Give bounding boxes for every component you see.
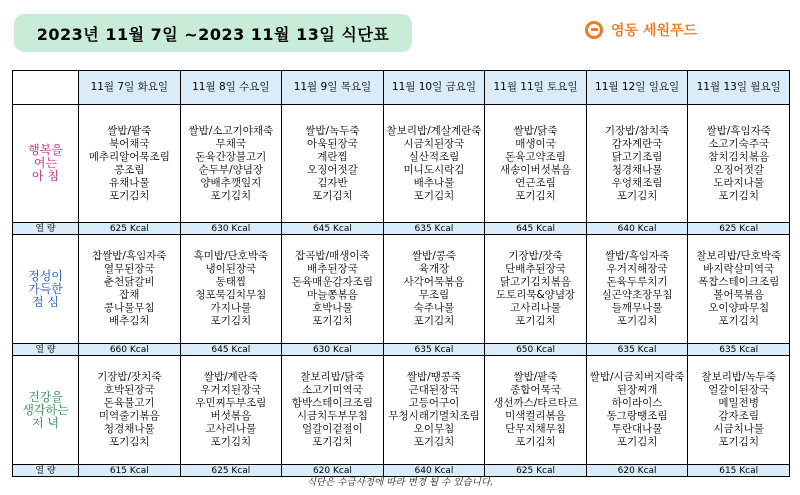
- day-header: 11월 13일 월요일: [688, 71, 790, 105]
- menu-item: 새송이버섯볶음: [500, 163, 572, 176]
- menu-cell: [383, 105, 485, 223]
- menu-item: 참치김치볶음: [708, 150, 770, 163]
- kcal-label: 열 량: [13, 223, 79, 235]
- menu-item: 청경채나물: [103, 423, 155, 435]
- menu-item: 콩나물무침: [103, 302, 155, 314]
- menu-cell: [282, 356, 384, 465]
- kcal-value: 620 Kcal: [282, 465, 384, 477]
- menu-item: 포기김치: [718, 436, 759, 448]
- menu-item: 춘천닭갈비: [103, 276, 155, 288]
- menu-item: 투란대나물: [611, 423, 663, 435]
- lunch-row: [13, 235, 790, 344]
- menu-item: 오이무침: [413, 423, 455, 435]
- menu-item: 쌀밥/팥죽: [107, 124, 152, 137]
- menu-item: 도라지나물: [713, 176, 765, 189]
- meal-label-line: 저 녁: [32, 415, 59, 430]
- menu-item: 마늘쫑볶음: [307, 289, 358, 301]
- menu-item: 포기김치: [718, 189, 759, 202]
- menu-item: 근대된장국: [408, 384, 460, 396]
- menu-cell: [485, 235, 587, 344]
- meal-label-line: 생각하는: [22, 402, 69, 417]
- day-header: 11월 10일 금요일: [383, 71, 485, 105]
- kcal-value: 625 Kcal: [79, 223, 181, 235]
- kcal-value: 625 Kcal: [180, 465, 282, 477]
- menu-item: 청포묵김치무침: [195, 289, 267, 301]
- menu-item: 찰보리밥/녹두죽: [701, 371, 776, 383]
- menu-item: 흑미밥/단호박죽: [193, 250, 269, 262]
- menu-item: 동그랑땡조림: [606, 410, 668, 422]
- kcal-value: 640 Kcal: [383, 465, 485, 477]
- kcal-value: 630 Kcal: [282, 344, 384, 356]
- menu-cell: [79, 105, 181, 223]
- menu-item: 배추나물: [413, 176, 455, 189]
- menu-item: 쌀밥/시금치버지락죽: [589, 371, 685, 383]
- menu-item: 냉이된장국: [205, 263, 257, 275]
- menu-item: 종합어묵국: [510, 384, 561, 396]
- menu-item: 바지락살미역국: [703, 263, 775, 275]
- meal-label-line: 여는: [33, 156, 58, 170]
- menu-item: 포기김치: [413, 436, 455, 448]
- menu-item: 김자반: [317, 176, 348, 189]
- menu-item: 쌀밥/계란죽: [203, 371, 258, 383]
- menu-cell: [180, 105, 282, 223]
- menu-cell: [586, 105, 688, 223]
- menu-item: 돈육간장불고기: [195, 150, 267, 163]
- menu-item: 포기김치: [108, 189, 150, 202]
- menu-item: 연근조림: [515, 176, 556, 189]
- menu-item: 동태찜: [215, 276, 247, 288]
- kcal-value: 635 Kcal: [383, 223, 485, 235]
- day-header: 11월 12일 일요일: [586, 71, 688, 105]
- menu-cell: [79, 235, 181, 344]
- menu-item: 우엉채조림: [611, 176, 663, 189]
- menu-item: 시금치나물: [713, 423, 765, 435]
- menu-item: 열무된장국: [103, 263, 155, 275]
- kcal-value: 645 Kcal: [485, 223, 587, 235]
- menu-item: 된장찌개: [616, 384, 658, 396]
- menu-item: 포기김치: [210, 189, 252, 202]
- menu-item: 돈육고약조림: [505, 150, 566, 163]
- footer-note: 식단은 수급사정에 따라 변경 될 수 있습니다.: [306, 477, 494, 488]
- menu-item: 포기김치: [515, 315, 556, 327]
- menu-item: 찰보리밥/닭죽: [300, 371, 365, 383]
- menu-cell: [485, 105, 587, 223]
- menu-item: 쌀밥/소고기야채죽: [188, 124, 274, 137]
- menu-cell: [485, 356, 587, 465]
- menu-item: 사각어묵볶음: [403, 276, 465, 288]
- day-header-row: [13, 71, 790, 105]
- menu-item: 돈육불고기: [103, 397, 155, 409]
- menu-item: 단배추된장국: [505, 263, 566, 275]
- menu-item: 우거지된장국: [200, 384, 262, 396]
- menu-cell: [586, 235, 688, 344]
- menu-item: 찹쌀밥/흑임자죽: [92, 250, 167, 262]
- menu-item: 미니도시락김: [403, 163, 465, 176]
- menu-item: 계란찜: [317, 150, 348, 163]
- menu-item: 돈육두루치기: [606, 276, 668, 288]
- page-title: 2023년 11월 7일 ~2023 11월 13일 식단표: [14, 14, 412, 52]
- kcal-row: [13, 223, 790, 235]
- menu-item: 기장밥/참치죽: [604, 124, 670, 137]
- menu-item: 아욱된장국: [307, 137, 358, 150]
- menu-item: 콩조림: [114, 163, 145, 176]
- breakfast-row: [13, 105, 790, 223]
- logo-text: 영동 세원푸드: [611, 23, 698, 39]
- kcal-value: 635 Kcal: [383, 344, 485, 356]
- kcal-value: 645 Kcal: [282, 223, 384, 235]
- menu-item: 함박스테이크조림: [291, 397, 373, 409]
- menu-item: 배추김치: [108, 315, 150, 327]
- kcal-value: 630 Kcal: [180, 223, 282, 235]
- menu-item: 포기김치: [616, 436, 658, 448]
- menu-item: 쌀밥/닭죽: [513, 124, 558, 137]
- menu-cell: [688, 105, 790, 223]
- menu-item: 숙주나물: [413, 302, 455, 314]
- menu-cell: [383, 235, 485, 344]
- menu-cell: [79, 356, 181, 465]
- kcal-value: 640 Kcal: [586, 223, 688, 235]
- menu-item: 실산적조림: [408, 150, 460, 163]
- menu-item: 쌀밥/땡콩죽: [406, 371, 462, 383]
- menu-item: 포기김치: [312, 436, 353, 448]
- kcal-value: 615 Kcal: [79, 465, 181, 477]
- menu-item: 포기김치: [210, 315, 252, 327]
- menu-cell: [383, 356, 485, 465]
- day-header: 11월 9일 목요일: [282, 71, 384, 105]
- menu-cell: [586, 356, 688, 465]
- menu-item: 시금치된장국: [403, 137, 465, 150]
- menu-item: 오징어젓갈: [307, 163, 358, 176]
- menu-item: 우민찌두부조림: [195, 397, 267, 409]
- meal-label: [13, 235, 79, 344]
- menu-item: 찰보리밥/계살계란죽: [386, 124, 482, 137]
- menu-item: 우거지해장국: [606, 263, 668, 275]
- dinner-row: [13, 356, 790, 465]
- kcal-row: [13, 344, 790, 356]
- meal-label: [13, 356, 79, 465]
- menu-item: 쌀밥/팥죽: [513, 371, 558, 383]
- menu-item: 포기김치: [413, 315, 455, 327]
- meal-label-line: 건강을: [28, 389, 63, 404]
- day-header: 11월 11일 토요일: [485, 71, 587, 105]
- menu-cell: [688, 235, 790, 344]
- menu-item: 미역줄기볶음: [98, 410, 160, 422]
- menu-item: 포기김치: [312, 189, 353, 202]
- company-logo: [585, 20, 697, 40]
- kcal-value: 650 Kcal: [485, 344, 587, 356]
- kcal-value: 645 Kcal: [180, 344, 282, 356]
- menu-cell: [180, 235, 282, 344]
- menu-item: 매생이국: [515, 137, 556, 150]
- menu-item: 포기김치: [312, 315, 353, 327]
- menu-item: 미색컬리볶음: [505, 410, 566, 422]
- menu-item: 유채나물: [108, 176, 150, 189]
- menu-item: 청경채나물: [611, 163, 663, 176]
- menu-item: 무청시래기멸치조림: [388, 410, 480, 422]
- menu-item: 잡곡밥/매생이죽: [295, 250, 370, 262]
- menu-item: 고등어구이: [408, 397, 460, 409]
- menu-item: 감자계란국: [611, 137, 663, 150]
- menu-item: 메밀전병: [718, 397, 759, 409]
- menu-item: 생선까스/타르타르: [493, 397, 578, 409]
- menu-item: 돈육매운감자조림: [291, 276, 373, 288]
- menu-item: 실곤약초장무침: [601, 289, 673, 301]
- menu-item: 육개장: [418, 263, 450, 275]
- meal-label: [13, 105, 79, 223]
- day-header: 11월 7일 화요일: [79, 71, 181, 105]
- menu-item: 단무지채무침: [505, 423, 566, 435]
- menu-item: 쌀밥/흑임자죽: [706, 124, 771, 137]
- kcal-value: 620 Kcal: [586, 465, 688, 477]
- logo-icon: [585, 21, 603, 39]
- menu-item: 폭찹스테이크조림: [698, 276, 780, 288]
- menu-item: 무채국: [215, 137, 247, 150]
- menu-item: 북어채국: [108, 137, 150, 150]
- meal-label-line: 정성이: [28, 268, 63, 283]
- menu-item: 호박된장국: [103, 384, 155, 396]
- menu-item: 포기김치: [210, 436, 252, 448]
- menu-item: 닭고기김치볶음: [500, 276, 572, 288]
- menu-table: [12, 70, 790, 477]
- menu-item: 소고기숙주국: [708, 137, 770, 150]
- menu-item: 순두부/양념장: [198, 163, 264, 176]
- menu-item: 쌀밥/콩죽: [411, 250, 457, 262]
- menu-item: 소고기미역국: [301, 384, 363, 396]
- menu-item: 잡채: [119, 289, 140, 301]
- menu-item: 쌀밥/녹두죽: [305, 124, 360, 137]
- menu-item: 포기김치: [616, 315, 658, 327]
- menu-item: 볼어묵볶음: [713, 289, 765, 301]
- menu-item: 메추리알어묵조림: [88, 150, 170, 163]
- menu-item: 찰보리밥/단호박죽: [696, 250, 782, 262]
- menu-cell: [282, 235, 384, 344]
- meal-label-line: 가득한: [28, 281, 63, 296]
- meal-label-line: 행복을: [28, 143, 63, 157]
- menu-cell: [688, 356, 790, 465]
- menu-item: 닭고기조림: [611, 150, 663, 163]
- menu-item: 포기김치: [616, 189, 658, 202]
- kcal-value: 635 Kcal: [688, 344, 790, 356]
- meal-label-line: 점 심: [32, 294, 59, 309]
- menu-item: 기장밥/잣죽: [508, 250, 563, 262]
- menu-cell: [282, 105, 384, 223]
- menu-item: 무조림: [418, 289, 450, 301]
- menu-cell: [180, 356, 282, 465]
- menu-item: 얼갈이겉절이: [301, 423, 363, 435]
- menu-item: 포기김치: [108, 436, 150, 448]
- kcal-value: 660 Kcal: [79, 344, 181, 356]
- kcal-value: 625 Kcal: [485, 465, 587, 477]
- menu-item: 고사리나물: [510, 302, 561, 314]
- menu-item: 오징어젓갈: [713, 163, 765, 176]
- menu-item: 포기김치: [413, 189, 455, 202]
- kcal-label: 열 량: [13, 344, 79, 356]
- menu-item: 포기김치: [515, 189, 556, 202]
- menu-item: 얼갈이된장국: [708, 384, 770, 396]
- header-corner: [13, 71, 79, 105]
- menu-item: 감자조림: [718, 410, 759, 422]
- menu-item: 오이양파무침: [708, 302, 770, 314]
- menu-item: 포기김치: [515, 436, 556, 448]
- menu-item: 하이라이스: [611, 397, 663, 409]
- menu-item: 쌀밥/흑임자죽: [604, 250, 670, 262]
- kcal-value: 635 Kcal: [586, 344, 688, 356]
- menu-item: 양배추깻잎지: [200, 176, 262, 189]
- meal-label-line: 아 침: [32, 169, 59, 183]
- kcal-value: 625 Kcal: [688, 223, 790, 235]
- kcal-value: 615 Kcal: [688, 465, 790, 477]
- kcal-label: 열 량: [13, 465, 79, 477]
- menu-item: 호박나물: [312, 302, 353, 314]
- menu-item: 들깨무나물: [611, 302, 663, 314]
- menu-item: 포기김치: [718, 315, 759, 327]
- menu-item: 도토리묵&양념장: [495, 289, 576, 301]
- menu-item: 고사리나물: [205, 423, 257, 435]
- menu-item: 배추된장국: [307, 263, 358, 275]
- day-header: 11월 8일 수요일: [180, 71, 282, 105]
- menu-item: 버섯볶음: [210, 410, 252, 422]
- menu-item: 가지나물: [210, 302, 252, 314]
- menu-item: 기장밥/잣치죽: [97, 371, 162, 383]
- menu-item: 시금치두부무침: [296, 410, 368, 422]
